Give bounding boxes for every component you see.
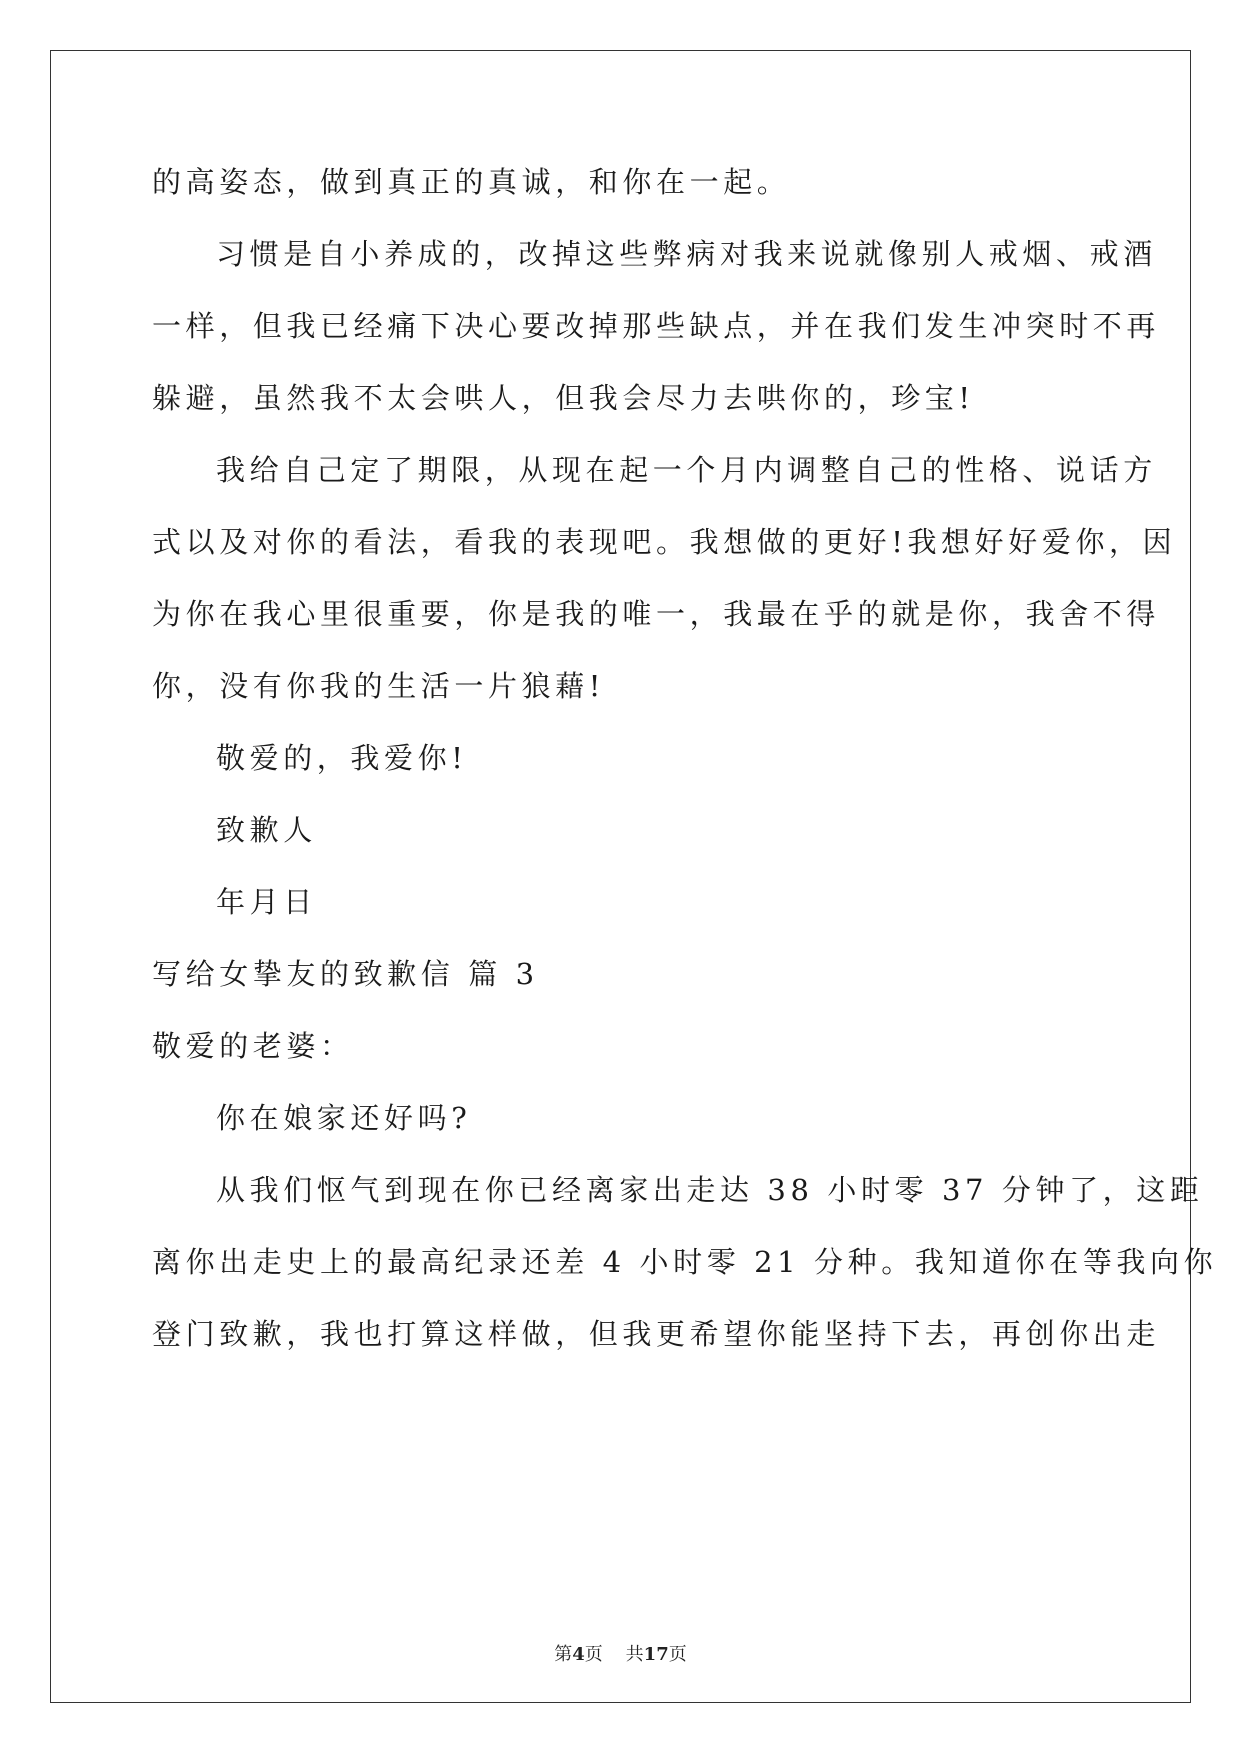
signature-line: 致歉人	[216, 813, 317, 847]
salutation: 敬爱的老婆：	[152, 1029, 354, 1063]
section-heading: 写给女挚友的致歉信 篇 3	[152, 957, 539, 991]
page-suffix: 页	[584, 1644, 603, 1665]
page-number: 4	[572, 1644, 585, 1665]
paragraph-line: 登门致歉，我也打算这样做，但我更希望你能坚持下去，再创你出走	[152, 1317, 1161, 1351]
page-footer	[0, 1640, 1241, 1666]
paragraph-line: 从我们怄气到现在你已经离家出走达 38 小时零 37 分钟了，这距	[216, 1173, 1204, 1207]
paragraph-line: 你在娘家还好吗?	[216, 1101, 472, 1135]
paragraph-line: 一样，但我已经痛下决心要改掉那些缺点，并在我们发生冲突时不再	[152, 309, 1161, 343]
total-pages: 17	[643, 1644, 669, 1665]
page-border	[50, 50, 1191, 1703]
paragraph-line: 躲避，虽然我不太会哄人，但我会尽力去哄你的，珍宝!	[152, 381, 975, 415]
paragraph-line: 的高姿态，做到真正的真诚，和你在一起。	[152, 165, 791, 199]
paragraph-line: 式以及对你的看法，看我的表现吧。我想做的更好!我想好好爱你，因	[152, 525, 1177, 559]
page-prefix: 第	[554, 1644, 573, 1665]
paragraph-line: 为你在我心里很重要，你是我的唯一，我最在乎的就是你，我舍不得	[152, 597, 1161, 631]
paragraph-line: 习惯是自小养成的，改掉这些弊病对我来说就像别人戒烟、戒酒	[216, 237, 1157, 271]
paragraph-line: 离你出走史上的最高纪录还差 4 小时零 21 分种。我知道你在等我向你	[152, 1245, 1218, 1279]
total-prefix: 共	[625, 1644, 644, 1665]
date-line: 年月日	[216, 885, 317, 919]
paragraph-line: 你，没有你我的生活一片狼藉!	[152, 669, 606, 703]
closing-line: 敬爱的，我爱你!	[216, 741, 468, 775]
paragraph-line: 我给自己定了期限，从现在起一个月内调整自己的性格、说话方	[216, 453, 1157, 487]
total-suffix: 页	[668, 1644, 687, 1665]
